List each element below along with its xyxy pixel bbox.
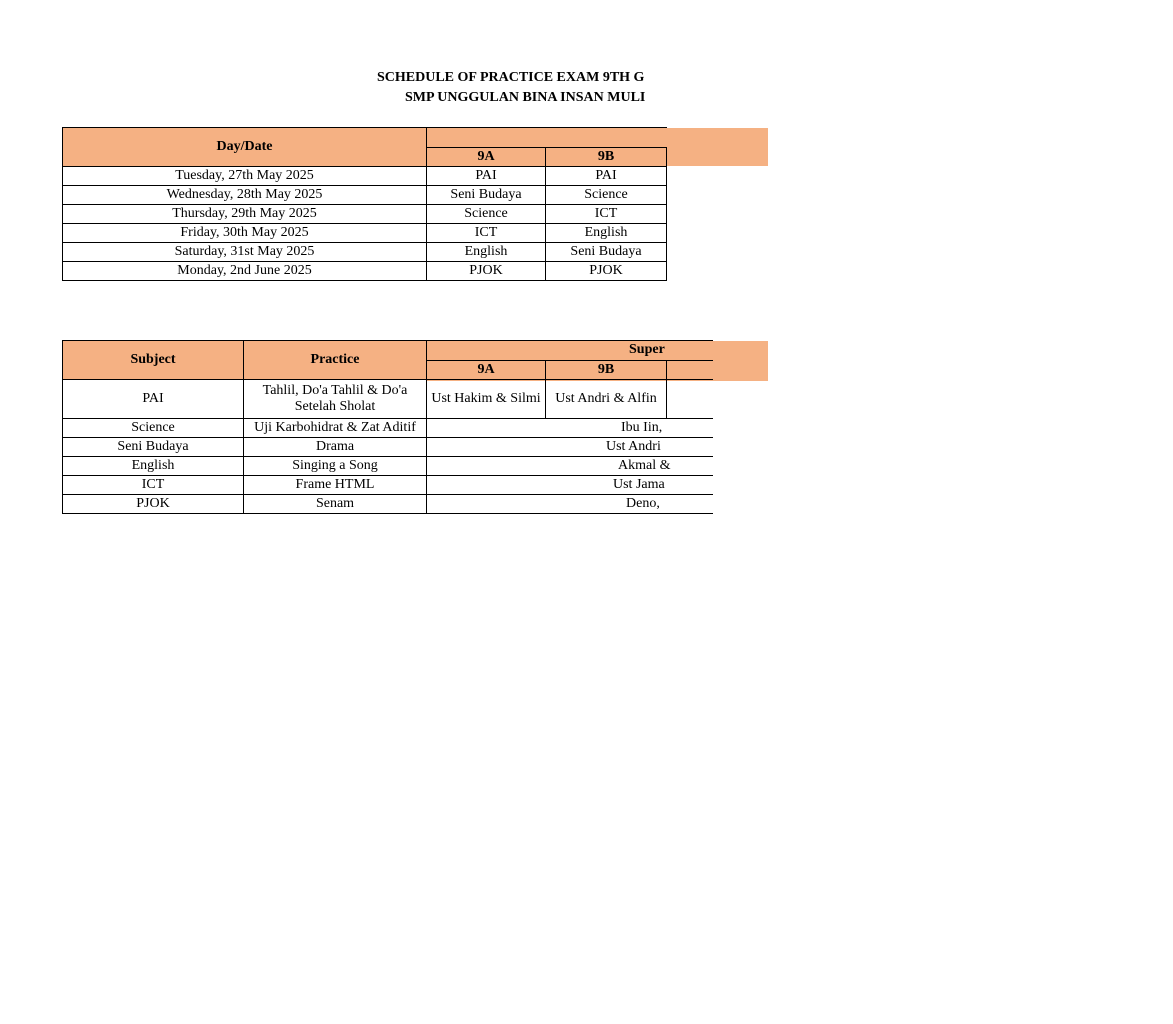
cell-supervisor-9b: Ust Andri & Alfin xyxy=(546,380,667,419)
cell-practice: Uji Karbohidrat & Zat Aditif xyxy=(244,419,427,438)
cell-practice: Senam xyxy=(244,495,427,514)
cell-9b: Science xyxy=(546,186,667,205)
header-subject: Subject xyxy=(63,341,244,380)
cell-practice: Tahlil, Do'a Tahlil & Do'a Setelah Sholat xyxy=(244,380,427,419)
supervisor-names: Ust Andri xyxy=(606,439,661,454)
supervisor-names: Ibu Iin, xyxy=(621,420,663,435)
header-practice: Practice xyxy=(244,341,427,380)
cell-9b: PJOK xyxy=(546,262,667,281)
cell-9a: PAI xyxy=(427,167,546,186)
cell-9a: Seni Budaya xyxy=(427,186,546,205)
cell-subject: ICT xyxy=(63,476,244,495)
page-subtitle: SMP UNGGULAN BINA INSAN MULI xyxy=(405,90,646,105)
cell-practice: Singing a Song xyxy=(244,457,427,476)
table-row xyxy=(63,419,713,438)
supervisor-names: Deno, xyxy=(626,496,660,511)
cell-subject: PJOK xyxy=(63,495,244,514)
table-row xyxy=(63,186,667,205)
cell-9b: PAI xyxy=(546,167,667,186)
cell-subject: Seni Budaya xyxy=(63,438,244,457)
header-supervisor-label: Super xyxy=(629,342,665,358)
table-row xyxy=(63,205,667,224)
header-class-9a: 9A xyxy=(427,147,546,167)
cell-subject: Science xyxy=(63,419,244,438)
cell-9a: ICT xyxy=(427,224,546,243)
header-day-date: Day/Date xyxy=(63,128,427,167)
table-row xyxy=(63,262,667,281)
header-class-band xyxy=(427,128,667,148)
cell-date: Tuesday, 27th May 2025 xyxy=(63,167,427,186)
cell-9a: PJOK xyxy=(427,262,546,281)
cell-supervisor-9a: Ust Hakim & Silmi xyxy=(427,380,546,419)
supervisor-names: Akmal & xyxy=(618,458,671,473)
cell-supervisors xyxy=(427,476,713,495)
cell-supervisors xyxy=(427,495,713,514)
cell-9b: ICT xyxy=(546,205,667,224)
header-class-9b: 9B xyxy=(546,147,667,167)
header-supervisor xyxy=(427,341,713,361)
cell-date: Monday, 2nd June 2025 xyxy=(63,262,427,281)
cell-supervisors xyxy=(427,457,713,476)
cell-supervisors xyxy=(427,438,713,457)
header-class-next xyxy=(667,360,713,380)
cell-practice: Drama xyxy=(244,438,427,457)
table-row xyxy=(63,243,667,262)
table-row xyxy=(63,380,713,419)
cell-9a: English xyxy=(427,243,546,262)
cell-practice: Frame HTML xyxy=(244,476,427,495)
cell-supervisor-next xyxy=(667,380,713,419)
table-row xyxy=(63,476,713,495)
header-class-9a: 9A xyxy=(427,360,546,380)
table-row xyxy=(63,457,713,476)
cell-supervisors xyxy=(427,419,713,438)
cell-subject: English xyxy=(63,457,244,476)
table-row xyxy=(63,495,713,514)
page-title: SCHEDULE OF PRACTICE EXAM 9TH G xyxy=(377,70,645,85)
cell-9b: English xyxy=(546,224,667,243)
supervisor-table xyxy=(62,340,713,514)
table-row xyxy=(63,438,713,457)
table-row xyxy=(63,224,667,243)
cell-date: Saturday, 31st May 2025 xyxy=(63,243,427,262)
cell-9a: Science xyxy=(427,205,546,224)
table-row xyxy=(63,167,667,186)
supervisor-names: Ust Jama xyxy=(613,477,665,492)
schedule-table xyxy=(62,127,667,281)
header-class-9b: 9B xyxy=(546,360,667,380)
cell-date: Wednesday, 28th May 2025 xyxy=(63,186,427,205)
cell-subject: PAI xyxy=(63,380,244,419)
cell-date: Friday, 30th May 2025 xyxy=(63,224,427,243)
cell-date: Thursday, 29th May 2025 xyxy=(63,205,427,224)
cell-9b: Seni Budaya xyxy=(546,243,667,262)
